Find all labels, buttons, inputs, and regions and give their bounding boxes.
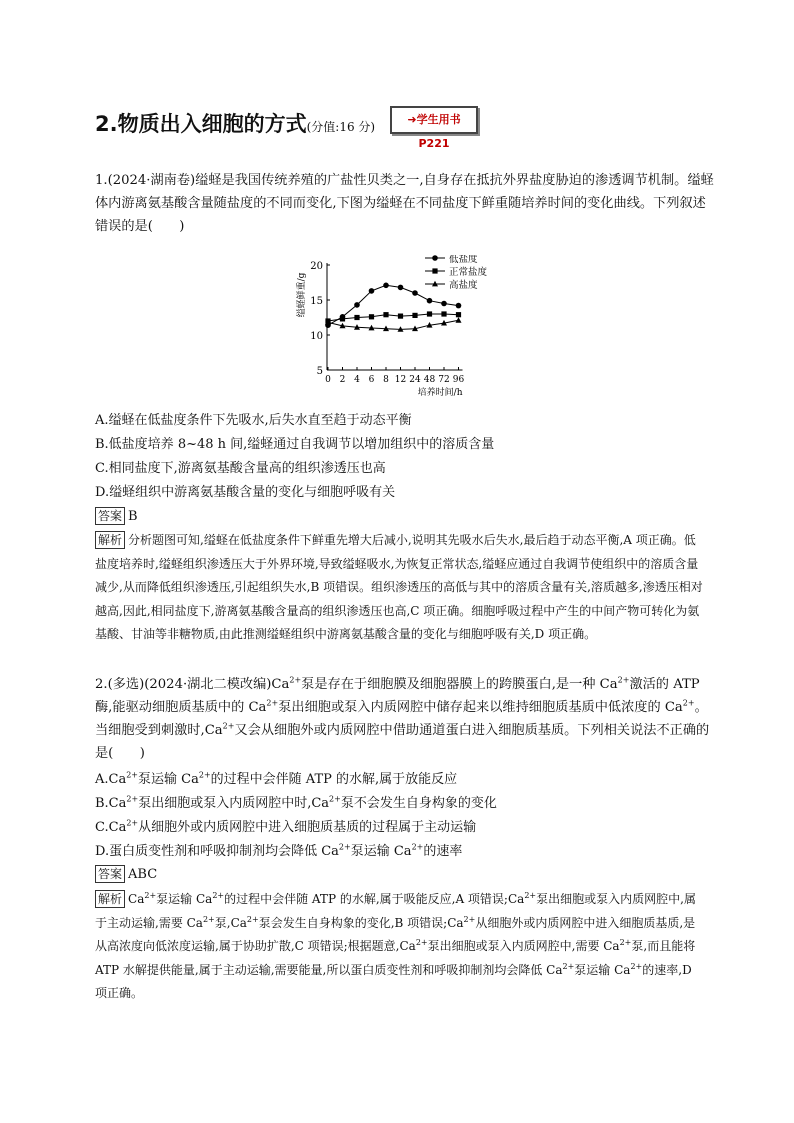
q1-answer-value: B [128, 509, 138, 524]
data-point-triangle [456, 317, 462, 323]
q1-explanation-text: 分析题图可知,缢蛏在低盐度条件下鲜重先增大后减小,说明其先吸水后失水,最后趋于动态平衡,A 项正确。低盐度培养时,缢蛏组织渗透压大于外界环境,导致缢蛏吸水,为恢复正常状态,缢蛏应通过自我调节使组织中的溶质含量减少,从而降低组织渗透压,引起组织失水,B 项错误。组织渗透压的高低与其中的溶质含量有关,溶质越多,渗透压相对越高,因此,相同盐度下,游离氨基酸含量高的组织渗透压也高,C 项正确。细胞呼吸过程中产生的中间产物可转化为氨基酸、甘油等非糖物质,由此推测缢蛏组织中游离氨基酸含量的变化与细胞呼吸有关,D 项正确。 [95, 533, 703, 641]
q1-chart [290, 255, 505, 400]
q1-stem: 1.(2024·湖南卷)缢蛏是我国传统养殖的广盐性贝类之一,自身存在抵抗外界盐度胁迫的渗透调节机制。缢蛏体内游离氨基酸含量随盐度的不同而变化,下图为缢蛏在不同盐度下鲜重随培养时间的变化曲线。下列叙述错误的是( ) [95, 173, 714, 234]
data-point-circle [383, 283, 389, 289]
q2-stem: 2.(多选)(2024·湖北二模改编)$Ca^{2+}$泵是存在于细胞膜及细胞器膜上的跨膜蛋白,是一种 $Ca^{2+}$激活的 ATP 酶,能驱动细胞质基质中的 $Ca^{2+}$泵出细胞或泵入内质网腔中储存起来以维持细胞质基质中低浓度的 $Ca^{2+}$。当细胞受到刺激时$,Ca^{2+}$又会从细胞外或内质网腔中借助通道蛋白进入细胞质基质。下列相关说法不正确的是( ) [95, 675, 710, 761]
data-point-circle [427, 298, 433, 304]
data-point-circle [354, 302, 360, 308]
data-point-square [369, 314, 374, 319]
legend-label: 低盐度 [449, 255, 478, 265]
x-tick-label: 72 [438, 375, 450, 385]
q2-option-d: D.蛋白质变性剂和呼吸抑制剂均会降低 $Ca^{2+}$泵运输 $Ca^{2+}$的速率 [95, 842, 463, 859]
data-point-square [354, 315, 359, 320]
q2-option-a: $A.Ca^{2+}$泵运输 $Ca^{2+}$的过程中会伴随 ATP 的水解,属于放能反应 [95, 770, 458, 787]
data-point-circle [456, 303, 462, 309]
y-tick-label: 20 [310, 261, 323, 272]
q2-explanation [95, 888, 707, 1006]
data-point-square [398, 314, 403, 319]
q1-answer [95, 506, 138, 528]
data-point-square [427, 311, 432, 316]
data-point-circle [412, 290, 418, 296]
explain-tag: 解析 [95, 890, 125, 908]
q1-option-b: B.低盐度培养 8~48 h 间,缢蛏通过自我调节以增加组织中的溶质含量 [95, 437, 495, 452]
x-tick-label: 48 [423, 375, 436, 385]
legend-label: 高盐度 [449, 280, 478, 291]
x-tick-label: 96 [452, 375, 465, 385]
q2-option-c: $C.Ca^{2+}$从细胞外或内质网腔中进入细胞质基质的过程属于主动运输 [95, 818, 477, 835]
series-line-circle [328, 285, 459, 325]
data-point-square [456, 312, 461, 317]
y-tick-label: 5 [316, 366, 323, 377]
x-axis-label: 培养时间/h [417, 388, 463, 398]
data-point-circle [369, 288, 375, 294]
x-tick-label: 0 [325, 375, 331, 385]
x-tick-label: 12 [394, 375, 407, 385]
x-tick-label: 8 [383, 375, 389, 385]
arrow-icon: ➜ [407, 113, 417, 126]
explain-tag: 解析 [95, 531, 125, 549]
x-tick-label: 6 [368, 375, 375, 385]
legend-marker-square [432, 268, 437, 273]
answer-tag: 答案 [95, 865, 125, 883]
q1-option-d: D.缢蛏组织中游离氨基酸含量的变化与细胞呼吸有关 [95, 485, 396, 500]
student-book-ref-badge [390, 106, 478, 150]
series-line-triangle [328, 320, 459, 329]
q1-option-c: C.相同盐度下,游离氨基酸含量高的组织渗透压也高 [95, 461, 386, 476]
x-tick-label: 24 [409, 375, 421, 385]
y-axis-label: 缢蛏鲜重/g [297, 272, 307, 318]
x-tick-label: 4 [354, 375, 360, 385]
q2-option-b: $B.Ca^{2+}$泵出细胞或泵入内质网腔中时$,Ca^{2+}$泵不会发生自身构象的变化 [95, 794, 497, 811]
legend-marker-circle [432, 255, 438, 261]
data-point-square [340, 316, 345, 321]
student-book-ref-label: 学生用书 P221 [416, 113, 461, 150]
legend-label: 正常盐度 [449, 267, 488, 278]
q1-option-a: A.缢蛏在低盐度条件下先吸水,后失水直至趋于动态平衡 [95, 413, 412, 428]
q2-answer [95, 864, 157, 886]
data-point-square [383, 312, 388, 317]
section-title-text: 2.物质出入细胞的方式 [95, 112, 307, 136]
answer-tag: 答案 [95, 507, 125, 525]
y-tick-label: 15 [310, 296, 323, 307]
q2-explanation-text: $Ca^{2+}$泵运输 $Ca^{2+}$的过程中会伴随 ATP 的水解,属于吸能反应,A 项错误$;Ca^{2+}$泵出细胞或泵入内质网腔中,属于主动运输,需要 $Ca^{2+}$泵$,Ca^{2+}$泵会发生自身构象的变化,B 项错误$;Ca^{2+}$从细胞外或内质网腔中进入细胞质基质,是从高浓度向低浓度运输,属于协助扩散,C 项错误;根据题意$,Ca^{2+}$泵出细胞或泵入内质网腔中,需要 $Ca^{2+}$泵,而且能将 ATP 水解提供能量,属于主动运输,需要能量,所以蛋白质变性剂和呼吸抑制剂均会降低 $Ca^{2+}$泵运输 $Ca^{2+}$的速率,D 项正确。 [95, 891, 696, 1000]
data-point-square [441, 311, 446, 316]
x-tick-label: 2 [339, 375, 346, 385]
section-score: (分值:16 分) [306, 120, 376, 134]
data-point-square [412, 313, 417, 318]
q1-explanation [95, 529, 707, 647]
section-title [95, 108, 375, 138]
data-point-circle [398, 285, 404, 291]
y-tick-label: 10 [310, 331, 323, 342]
q2-answer-value: ABC [128, 867, 158, 882]
series-line-square [328, 314, 459, 321]
data-point-circle [441, 301, 447, 307]
